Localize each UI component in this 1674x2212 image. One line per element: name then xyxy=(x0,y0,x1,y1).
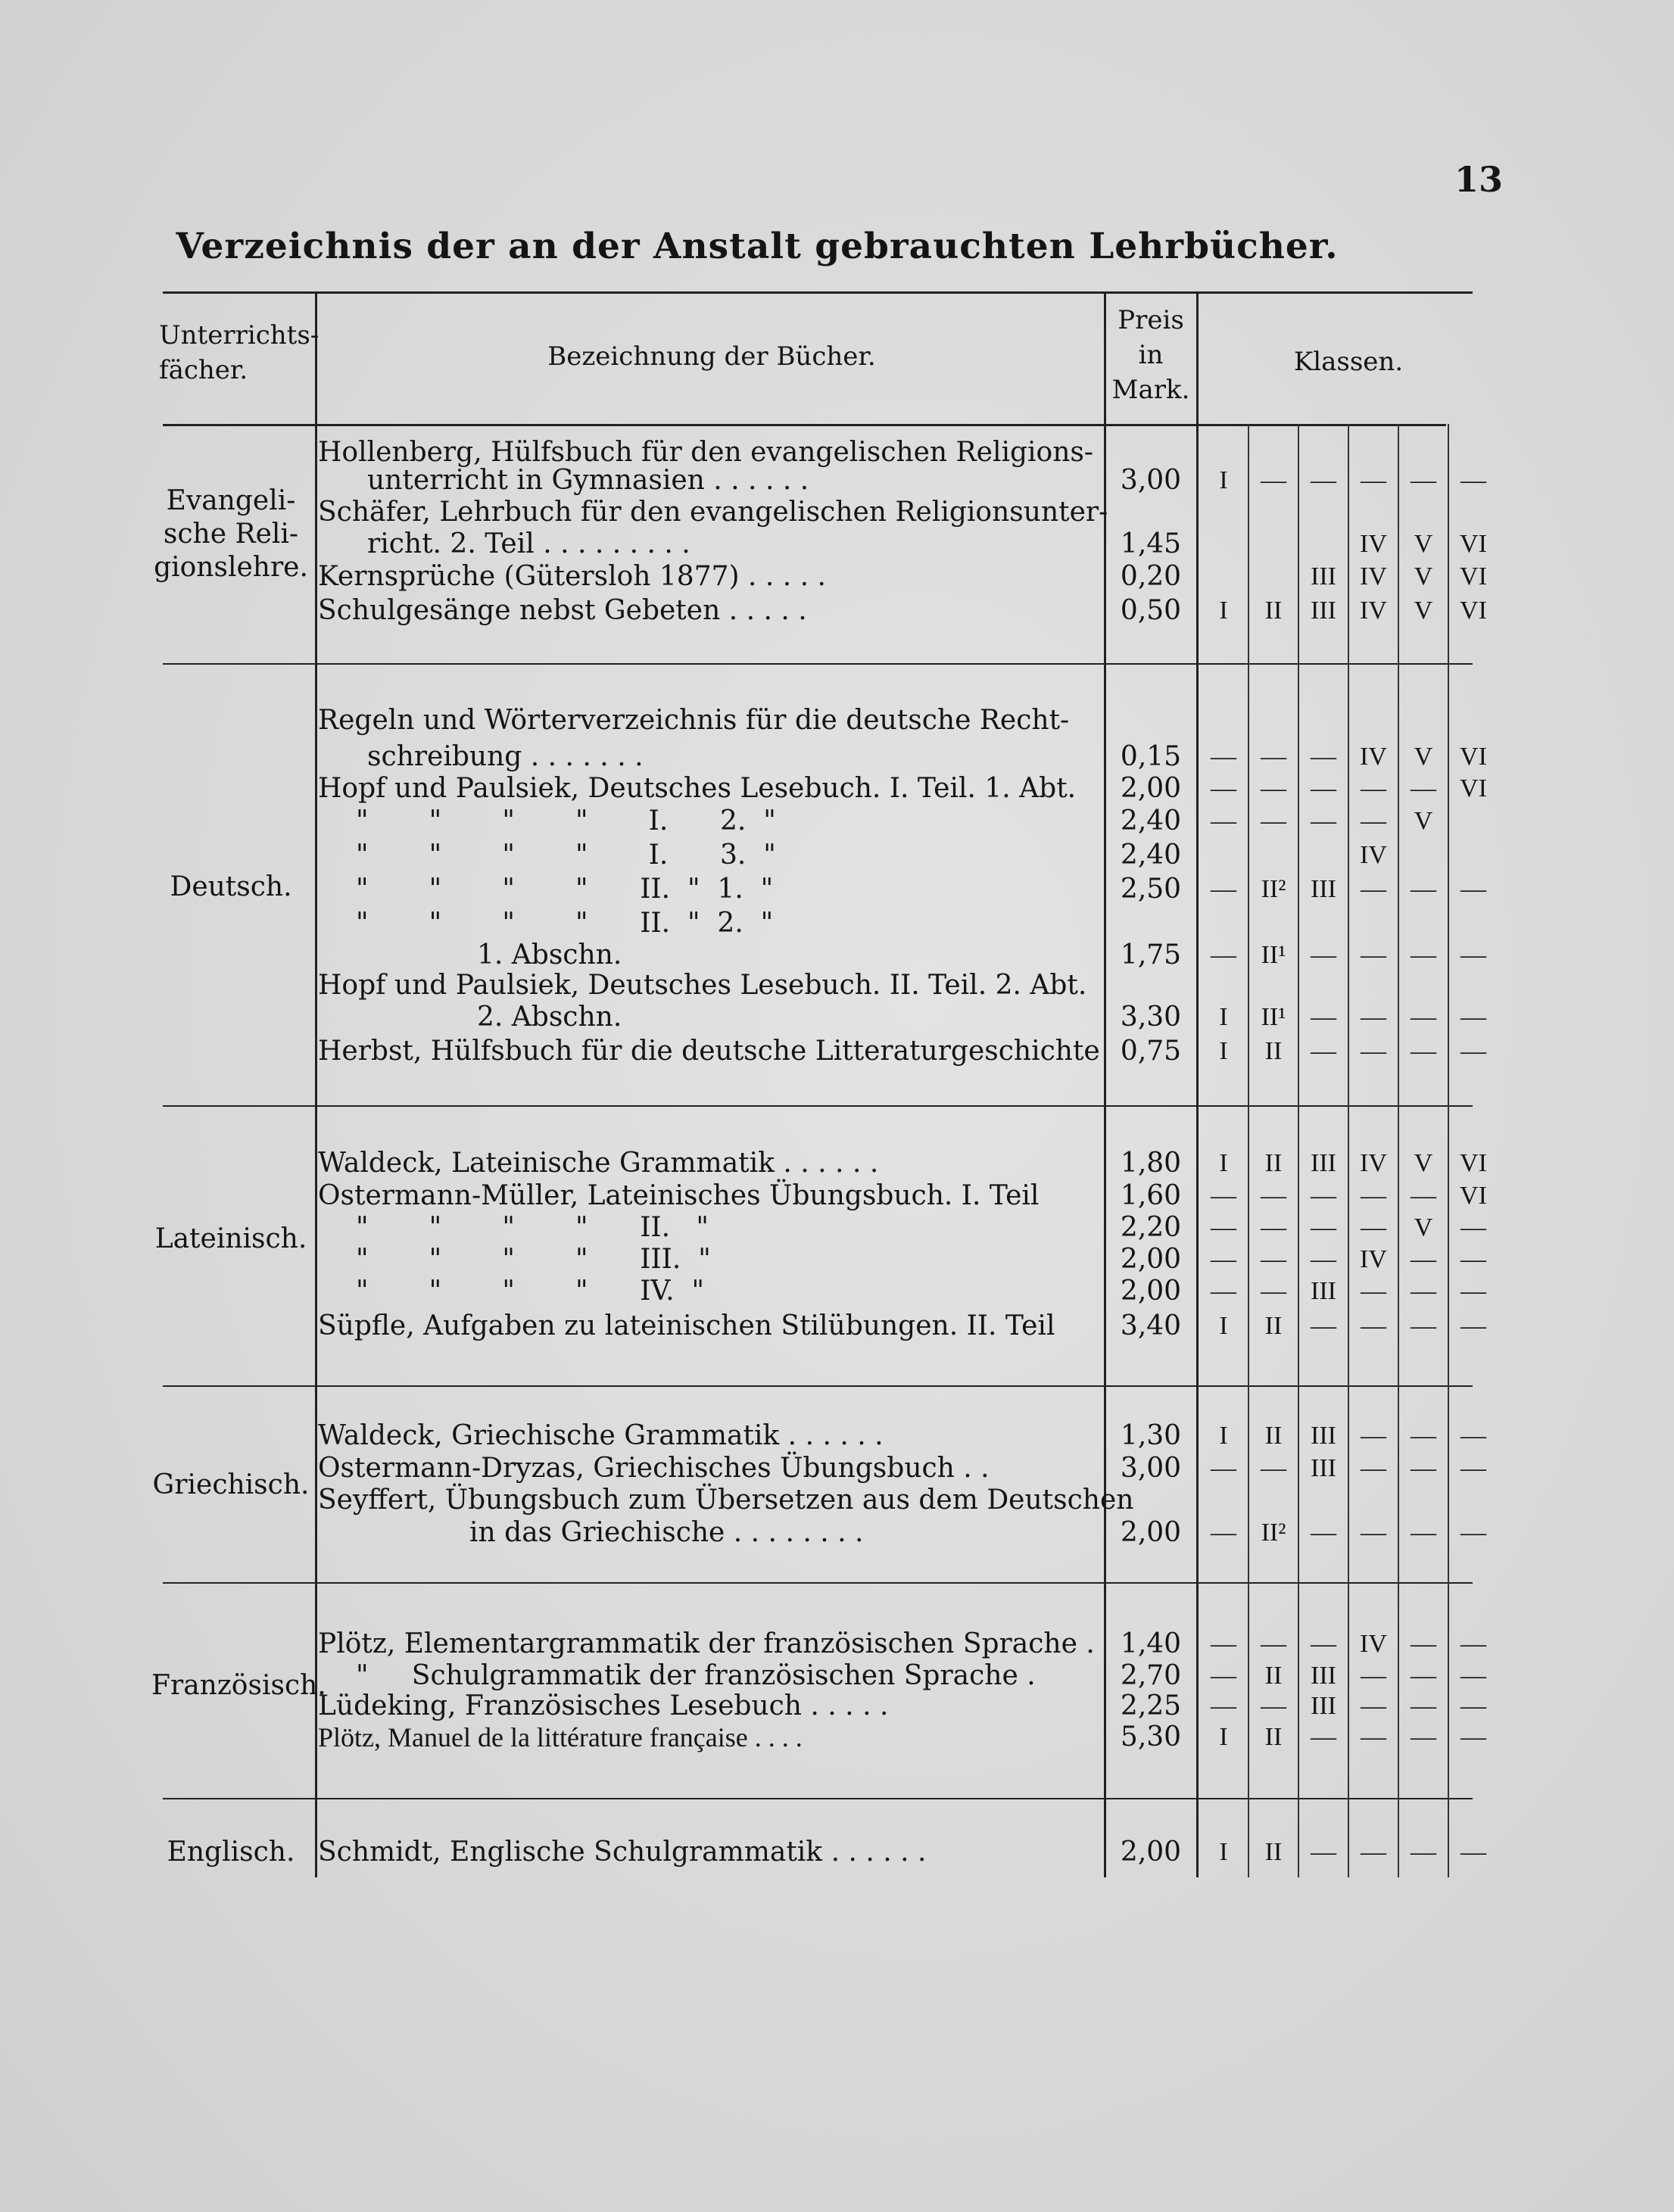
class-mark: — xyxy=(1311,1723,1336,1751)
book-price: 3,00 xyxy=(1120,1453,1182,1484)
class-mark: — xyxy=(1311,1519,1336,1547)
class-mark: VI xyxy=(1460,774,1487,802)
class-mark: I xyxy=(1219,1723,1228,1751)
subject-griechisch: Griechisch. xyxy=(152,1469,310,1500)
class-mark: — xyxy=(1211,743,1236,771)
class-mark: — xyxy=(1361,1838,1386,1866)
class-mark: III xyxy=(1311,875,1336,903)
class-mark: — xyxy=(1411,875,1436,903)
class-mark: — xyxy=(1311,1245,1336,1273)
class-mark: — xyxy=(1411,1454,1436,1482)
class-mark: — xyxy=(1311,807,1336,835)
class-mark: — xyxy=(1411,1692,1436,1720)
book-title: Ostermann-Dryzas, Griechisches Übungsbuch . . xyxy=(318,1453,990,1484)
class-mark: VI xyxy=(1460,1149,1487,1177)
class-mark: — xyxy=(1460,1519,1486,1547)
book-price: 3,40 xyxy=(1120,1310,1182,1341)
header-bottom-rule xyxy=(163,424,1446,426)
class-mark: II¹ xyxy=(1261,941,1286,969)
class-mark: I xyxy=(1219,1149,1228,1177)
class-mark: — xyxy=(1211,1182,1236,1210)
class-mark: — xyxy=(1311,1312,1336,1340)
class-mark: — xyxy=(1211,1692,1236,1720)
class-mark: — xyxy=(1361,1692,1386,1720)
class-mark: — xyxy=(1361,1037,1386,1065)
class-mark: — xyxy=(1211,807,1236,835)
class-mark: I xyxy=(1219,597,1228,625)
class-mark: — xyxy=(1261,743,1286,771)
class-mark: — xyxy=(1411,1723,1436,1751)
class-mark: IV xyxy=(1360,1245,1387,1273)
book-title: 1. Abschn. xyxy=(477,939,622,970)
book-title: " " " " I. 3. " xyxy=(356,840,776,871)
book-title: Plötz, Elementargrammatik der französischen Sprache . xyxy=(318,1628,1095,1659)
book-price: 0,75 xyxy=(1120,1036,1182,1067)
subject-deutsch: Deutsch. xyxy=(170,871,292,902)
class-mark: — xyxy=(1361,875,1386,903)
class-mark: III xyxy=(1311,1422,1336,1450)
class-mark: VI xyxy=(1460,1182,1487,1210)
class-mark: — xyxy=(1460,466,1486,494)
section-rule-4 xyxy=(163,1582,1473,1584)
table-top-rule xyxy=(163,291,1473,294)
header-books: Bezeichnung der Bücher. xyxy=(547,341,876,372)
class-mark: — xyxy=(1261,807,1286,835)
book-title: richt. 2. Teil . . . . . . . . . xyxy=(367,528,690,559)
class-mark: — xyxy=(1361,1213,1386,1242)
class-mark: — xyxy=(1311,466,1336,494)
book-title: in das Griechische . . . . . . . . xyxy=(469,1517,864,1548)
class-mark: III xyxy=(1311,562,1336,590)
class-mark: I xyxy=(1219,1312,1228,1340)
class-mark: I xyxy=(1219,1003,1228,1031)
book-title: Hollenberg, Hülfsbuch für den evangelischen Religions- xyxy=(318,437,1094,468)
class-mark: — xyxy=(1311,1003,1336,1031)
class-mark: IV xyxy=(1360,743,1387,771)
book-title: " Schulgrammatik der französischen Sprache . xyxy=(356,1660,1036,1691)
book-price: 2,20 xyxy=(1120,1212,1182,1243)
book-price: 2,40 xyxy=(1120,805,1182,837)
class-mark: — xyxy=(1460,1630,1486,1658)
section-rule-3 xyxy=(163,1385,1473,1387)
book-title: Waldeck, Griechische Grammatik . . . . . . xyxy=(318,1420,884,1451)
class-mark: — xyxy=(1211,1277,1236,1305)
subject-column-rule xyxy=(315,291,317,1877)
class-mark: II² xyxy=(1261,875,1286,903)
class-mark: — xyxy=(1361,941,1386,969)
book-price: 3,00 xyxy=(1120,465,1182,496)
book-title: Kernsprüche (Gütersloh 1877) . . . . . xyxy=(318,561,826,592)
subject-franzoesisch: Französisch. xyxy=(151,1670,326,1701)
book-title: Schmidt, Englische Schulgrammatik . . . . . . xyxy=(318,1837,927,1868)
book-price: 0,15 xyxy=(1120,741,1182,772)
class-mark: V xyxy=(1414,562,1433,590)
page-number: 13 xyxy=(1454,159,1503,200)
class-mark: — xyxy=(1211,1630,1236,1658)
class-mark: III xyxy=(1311,1149,1336,1177)
class-mark: — xyxy=(1460,1662,1486,1690)
class-mark: III xyxy=(1311,597,1336,625)
book-title: " " " " I. 2. " xyxy=(356,805,776,837)
class-mark: — xyxy=(1411,1245,1436,1273)
class-mark: — xyxy=(1460,875,1486,903)
book-price: 0,20 xyxy=(1120,561,1182,592)
class-mark: II xyxy=(1264,597,1283,625)
book-title: Schäfer, Lehrbuch für den evangelischen Religionsunter- xyxy=(318,497,1108,528)
book-price: 2,00 xyxy=(1120,1517,1182,1548)
class-mark: — xyxy=(1261,774,1286,802)
class-mark: — xyxy=(1311,1838,1336,1866)
class-mark: II xyxy=(1264,1312,1283,1340)
class-mark: — xyxy=(1261,1277,1286,1305)
class-mark: II xyxy=(1264,1723,1283,1751)
class-mark: — xyxy=(1261,466,1286,494)
class-mark: — xyxy=(1211,1245,1236,1273)
book-title: 2. Abschn. xyxy=(477,1002,622,1033)
header-price: Preis in Mark. xyxy=(1111,305,1190,405)
class-mark: — xyxy=(1411,466,1436,494)
class-mark: V xyxy=(1414,743,1433,771)
class-mark: — xyxy=(1411,1630,1436,1658)
class-mark: — xyxy=(1361,807,1386,835)
class-mark: IV xyxy=(1360,530,1387,558)
class-mark: — xyxy=(1460,1277,1486,1305)
class-mark: II xyxy=(1264,1149,1283,1177)
class-mark: — xyxy=(1311,941,1336,969)
book-title: Süpfle, Aufgaben zu lateinischen Stilübungen. II. Teil xyxy=(318,1310,1055,1341)
class-mark: — xyxy=(1460,1245,1486,1273)
class-mark: II xyxy=(1264,1662,1283,1690)
class-mark: III xyxy=(1311,1692,1336,1720)
book-price: 2,70 xyxy=(1120,1660,1182,1691)
page-title: Verzeichnis der an der Anstalt gebrauchten Lehrbücher. xyxy=(176,226,1339,267)
book-price: 1,60 xyxy=(1120,1180,1182,1211)
class-mark: — xyxy=(1261,1454,1286,1482)
class-mark: — xyxy=(1361,1422,1386,1450)
class-mark: — xyxy=(1411,1519,1436,1547)
book-title: Hopf und Paulsiek, Deutsches Lesebuch. II. Teil. 2. Abt. xyxy=(318,970,1087,1001)
class-mark: — xyxy=(1211,1213,1236,1242)
class-mark: — xyxy=(1460,1422,1486,1450)
class-mark: — xyxy=(1211,1519,1236,1547)
class-mark: — xyxy=(1211,875,1236,903)
class-mark: — xyxy=(1460,1838,1486,1866)
book-title: Ostermann-Müller, Lateinisches Übungsbuch. I. Teil xyxy=(318,1180,1040,1211)
class-mark: — xyxy=(1411,1662,1436,1690)
book-price: 2,40 xyxy=(1120,840,1182,871)
class-mark: II xyxy=(1264,1037,1283,1065)
class-mark: — xyxy=(1460,941,1486,969)
class-mark: — xyxy=(1460,1454,1486,1482)
class-mark: — xyxy=(1460,1213,1486,1242)
class-mark: — xyxy=(1311,1037,1336,1065)
class-mark: — xyxy=(1361,1454,1386,1482)
class-mark: — xyxy=(1261,1213,1286,1242)
book-title: unterricht in Gymnasien . . . . . . xyxy=(367,465,809,496)
book-title: " " " " II. " 1. " xyxy=(356,874,774,905)
class-mark: — xyxy=(1361,466,1386,494)
section-rule-5 xyxy=(163,1798,1473,1799)
book-title: " " " " II. " xyxy=(356,1212,709,1243)
class-mark: — xyxy=(1361,1662,1386,1690)
class-mark: — xyxy=(1411,774,1436,802)
subject-lateinisch: Lateinisch. xyxy=(154,1223,307,1254)
class-mark: — xyxy=(1361,1182,1386,1210)
book-price: 2,00 xyxy=(1120,1837,1182,1868)
class-mark: VI xyxy=(1460,743,1487,771)
book-price: 2,00 xyxy=(1120,773,1182,804)
book-price: 2,00 xyxy=(1120,1276,1182,1307)
book-price: 2,25 xyxy=(1120,1690,1182,1721)
book-price: 0,50 xyxy=(1120,595,1182,626)
class-mark: — xyxy=(1411,941,1436,969)
class-mark: II xyxy=(1264,1422,1283,1450)
class-mark: — xyxy=(1411,1003,1436,1031)
header-classes: Klassen. xyxy=(1293,347,1404,377)
class-mark: I xyxy=(1219,1037,1228,1065)
class-mark: — xyxy=(1361,1723,1386,1751)
book-title: Hopf und Paulsiek, Deutsches Lesebuch. I. Teil. 1. Abt. xyxy=(318,773,1077,804)
class-mark: IV xyxy=(1360,841,1387,869)
book-title: Herbst, Hülfsbuch für die deutsche Litteraturgeschichte xyxy=(318,1036,1100,1067)
book-price: 1,40 xyxy=(1120,1628,1182,1659)
class-mark: VI xyxy=(1460,562,1487,590)
class-mark: — xyxy=(1411,1838,1436,1866)
book-title: " " " " III. " xyxy=(356,1244,711,1275)
book-price: 1,80 xyxy=(1120,1148,1182,1179)
class-mark: — xyxy=(1311,1213,1336,1242)
class-mark: — xyxy=(1411,1182,1436,1210)
class-mark: — xyxy=(1361,1312,1386,1340)
book-price: 2,50 xyxy=(1120,874,1182,905)
class-mark: III xyxy=(1311,1662,1336,1690)
book-title: Waldeck, Lateinische Grammatik . . . . . . xyxy=(318,1148,879,1179)
class-mark: — xyxy=(1311,743,1336,771)
class-mark: — xyxy=(1211,941,1236,969)
class-mark: — xyxy=(1411,1312,1436,1340)
class-mark: — xyxy=(1311,1630,1336,1658)
class-mark: — xyxy=(1460,1723,1486,1751)
book-title: Regeln und Wörterverzeichnis für die deutsche Recht- xyxy=(318,705,1070,736)
book-price: 5,30 xyxy=(1120,1721,1182,1752)
class-mark: — xyxy=(1361,1277,1386,1305)
section-rule-1 xyxy=(163,663,1473,665)
class-mark: — xyxy=(1311,1182,1336,1210)
subject-englisch: Englisch. xyxy=(167,1837,295,1868)
book-price: 2,00 xyxy=(1120,1244,1182,1275)
subject-religion: Evangeli-sche Reli-gionslehre. xyxy=(154,485,308,583)
class-mark: II² xyxy=(1261,1519,1286,1547)
section-rule-2 xyxy=(163,1105,1473,1107)
class-mark: — xyxy=(1411,1422,1436,1450)
class-mark: II xyxy=(1264,1838,1283,1866)
class-mark: — xyxy=(1460,1312,1486,1340)
class-mark: IV xyxy=(1360,562,1387,590)
class-mark: V xyxy=(1414,597,1433,625)
class-mark: VI xyxy=(1460,530,1487,558)
class-mark: IV xyxy=(1360,1630,1387,1658)
class-mark: V xyxy=(1414,1149,1433,1177)
class-mark: II¹ xyxy=(1261,1003,1286,1031)
class-mark: — xyxy=(1311,774,1336,802)
class-mark: — xyxy=(1411,1277,1436,1305)
class-mark: VI xyxy=(1460,597,1487,625)
book-title: " " " " IV. " xyxy=(356,1276,705,1307)
class-mark: — xyxy=(1361,1519,1386,1547)
class-mark: — xyxy=(1261,1245,1286,1273)
class-mark: — xyxy=(1460,1003,1486,1031)
class-mark: — xyxy=(1211,774,1236,802)
class-mark: I xyxy=(1219,1838,1228,1866)
class-mark: — xyxy=(1261,1692,1286,1720)
class-mark: — xyxy=(1460,1037,1486,1065)
book-title: " " " " II. " 2. " xyxy=(356,908,774,939)
class-mark: — xyxy=(1211,1454,1236,1482)
book-price: 1,75 xyxy=(1120,939,1182,970)
class-mark: — xyxy=(1411,1037,1436,1065)
class-mark: I xyxy=(1219,1422,1228,1450)
book-title: Lüdeking, Französisches Lesebuch . . . . . xyxy=(318,1690,889,1721)
book-price: 3,30 xyxy=(1120,1002,1182,1033)
book-price: 1,45 xyxy=(1120,528,1182,559)
class-mark: I xyxy=(1219,466,1228,494)
class-mark: IV xyxy=(1360,597,1387,625)
class-mark: III xyxy=(1311,1277,1336,1305)
class-mark: — xyxy=(1361,1003,1386,1031)
book-title: Seyffert, Übungsbuch zum Übersetzen aus dem Deutschen xyxy=(318,1485,1134,1516)
class-mark: V xyxy=(1414,1213,1433,1242)
header-subjects: Unterrichts-fächer. xyxy=(159,320,320,385)
class-mark: V xyxy=(1414,530,1433,558)
class-mark: — xyxy=(1261,1630,1286,1658)
class-mark: — xyxy=(1261,1182,1286,1210)
book-title: Schulgesänge nebst Gebeten . . . . . xyxy=(318,595,807,626)
class-mark: — xyxy=(1361,774,1386,802)
book-title: Plötz, Manuel de la littérature française . . . . xyxy=(318,1722,803,1752)
class-mark: III xyxy=(1311,1454,1336,1482)
class-mark: — xyxy=(1460,1692,1486,1720)
class-mark: — xyxy=(1211,1662,1236,1690)
class-mark: IV xyxy=(1360,1149,1387,1177)
class-mark: V xyxy=(1414,807,1433,835)
book-title: schreibung . . . . . . . xyxy=(367,741,644,772)
book-price: 1,30 xyxy=(1120,1420,1182,1451)
